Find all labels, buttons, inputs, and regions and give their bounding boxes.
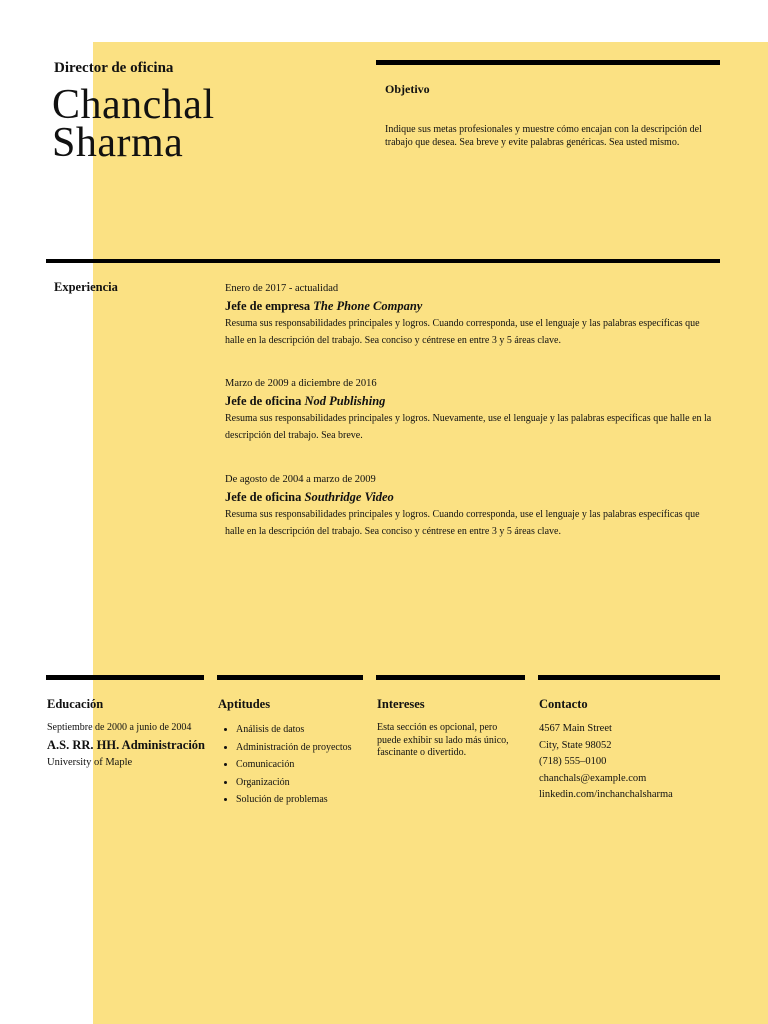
job-dates: Enero de 2017 - actualidad — [225, 283, 339, 294]
job-dates: De agosto de 2004 a marzo de 2009 — [225, 474, 376, 485]
experience-heading: Experiencia — [54, 280, 118, 294]
last-name: Sharma — [52, 120, 184, 166]
education-divider — [46, 675, 204, 680]
education-school: University of Maple — [47, 757, 133, 768]
education-entry — [47, 720, 207, 771]
contact-city: City, State 98052 — [539, 739, 612, 751]
interests-divider — [376, 675, 525, 680]
job-role: Jefe de oficina — [225, 490, 302, 504]
education-dates: Septiembre de 2000 a junio de 2004 — [47, 722, 192, 733]
job-description: Resuma sus responsabilidades principales y logros. Cuando corresponda, use el lenguaje y las palabras específicas que halle en la descripción del trabajo. Sea conciso y céntrese en entre 3 y 5 áreas clave. — [225, 509, 700, 537]
contact-info — [539, 721, 719, 804]
skill-item: • Comunicación — [236, 757, 366, 774]
skill-item: • Solución de problemas — [236, 792, 366, 809]
job-company: The Phone Company — [313, 299, 423, 313]
job-company: Nod Publishing — [304, 394, 386, 408]
skills-divider — [217, 675, 363, 680]
contact-street: 4567 Main Street — [539, 723, 612, 734]
experience-entry — [225, 473, 715, 540]
objective-text: Indique sus metas profesionales y muestre cómo encajan con la descripción del trabajo que desea. Sea breve y evite palabras genéricas. Sea usted mismo. — [385, 124, 702, 148]
contact-linkedin[interactable]: linkedin.com/inchanchalsharma — [539, 789, 673, 800]
job-role-line — [225, 296, 715, 316]
job-role-line — [225, 391, 715, 411]
contact-email[interactable]: chanchals@example.com — [539, 772, 647, 784]
job-title: Director de oficina — [54, 60, 174, 76]
objective-heading: Objetivo — [385, 82, 430, 96]
first-name: Chanchal — [52, 82, 215, 128]
job-description: Resuma sus responsabilidades principales y logros. Nuevamente, use el lenguaje y las palabras específicas que halle en la descripción del trabajo. Sea breve. — [225, 413, 712, 441]
skills-list — [218, 722, 366, 810]
objective-divider — [376, 60, 720, 65]
skill-item: • Administración de proyectos — [236, 740, 366, 757]
candidate-name — [52, 82, 215, 166]
skills-heading: Aptitudes — [218, 697, 271, 711]
skill-item: • Organización — [236, 775, 366, 792]
contact-phone: (718) 555–0100 — [539, 756, 607, 767]
experience-divider — [46, 259, 720, 263]
contact-heading: Contacto — [539, 697, 588, 711]
contact-divider — [538, 675, 720, 680]
job-company: Southridge Video — [304, 490, 394, 504]
job-role-line — [225, 487, 715, 507]
experience-entry — [225, 282, 715, 349]
interests-heading: Intereses — [377, 697, 425, 711]
education-heading: Educación — [47, 697, 104, 711]
interests-text: Esta sección es opcional, pero puede exhibir su lado más único, fascinante o divertido. — [377, 722, 509, 758]
experience-entry — [225, 377, 715, 444]
skill-item: • Análisis de datos — [236, 722, 366, 739]
job-role: Jefe de empresa — [225, 299, 311, 313]
job-dates: Marzo de 2009 a diciembre de 2016 — [225, 378, 377, 389]
job-description: Resuma sus responsabilidades principales y logros. Cuando corresponda, use el lenguaje y las palabras específicas que halle en la descripción del trabajo. Sea conciso y céntrese en entre 3 y 5 áreas clave. — [225, 318, 700, 346]
education-degree: A.S. RR. HH. Administración — [47, 738, 206, 752]
job-role: Jefe de oficina — [225, 394, 302, 408]
